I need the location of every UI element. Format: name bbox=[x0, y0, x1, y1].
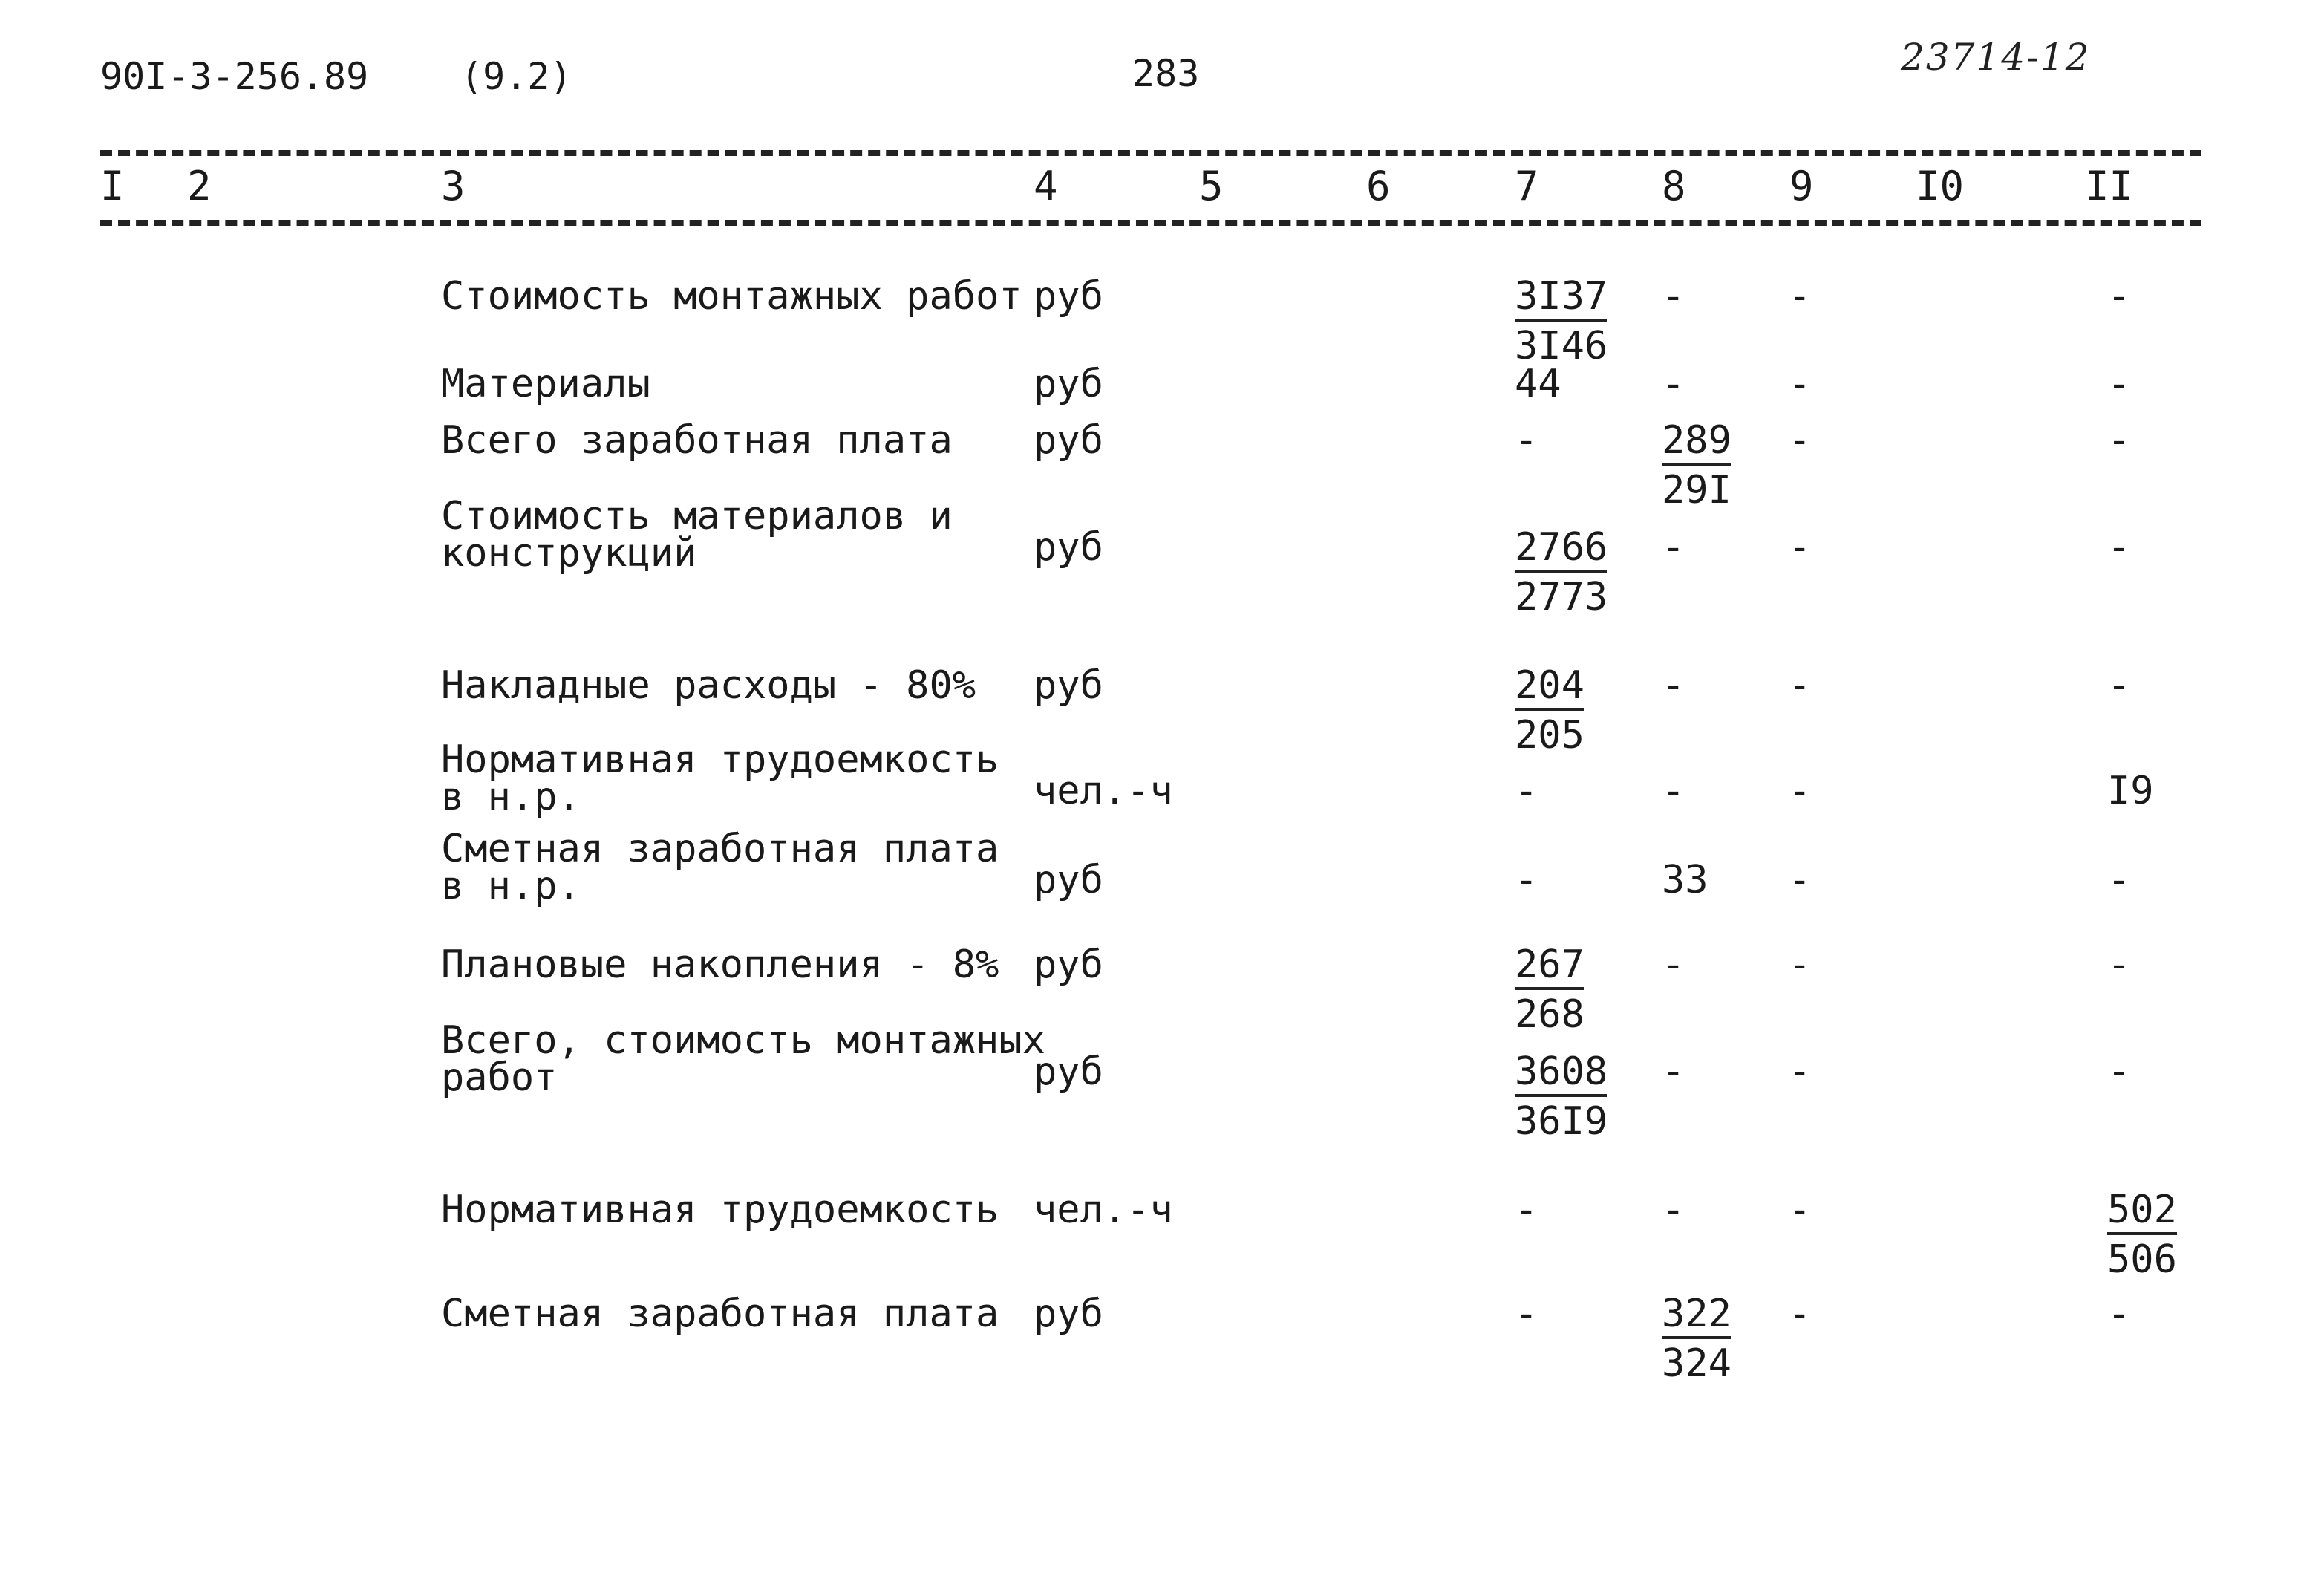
col-9-value: - bbox=[1788, 362, 1812, 406]
row-label-line: Накладные расходы - 80% bbox=[441, 663, 976, 708]
row-label-line: Стоимость материалов и bbox=[441, 494, 953, 538]
row-unit: чел.-ч bbox=[1034, 769, 1173, 813]
row-label bbox=[441, 494, 953, 576]
column-number-3: 3 bbox=[441, 163, 466, 209]
row-label-line: Сметная заработная плата bbox=[441, 1292, 999, 1336]
column-number-7: 7 bbox=[1515, 163, 1539, 209]
column-number-8: 8 bbox=[1662, 163, 1686, 209]
col-8-value: - bbox=[1662, 525, 1685, 570]
col-11-value: - bbox=[2107, 942, 2131, 987]
col-8-value: - bbox=[1662, 274, 1685, 319]
row-unit: руб bbox=[1034, 663, 1103, 708]
col-11-numerator: 502 bbox=[2107, 1188, 2177, 1235]
row-label bbox=[441, 1018, 1045, 1100]
section-number: (9.2) bbox=[460, 55, 572, 98]
page-number: 283 bbox=[1132, 52, 1200, 95]
col-8-denominator: 324 bbox=[1662, 1341, 1731, 1386]
col-9-value: - bbox=[1788, 1188, 1812, 1232]
column-number-2: 2 bbox=[187, 163, 212, 209]
col-8-value: 33 bbox=[1662, 858, 1708, 902]
row-label bbox=[441, 362, 650, 406]
col-11-value: - bbox=[2107, 1049, 2131, 1094]
row-label-line: Стоимость монтажных работ bbox=[441, 274, 1022, 319]
row-label-line: Всего заработная плата bbox=[441, 418, 953, 463]
row-label-line: работ bbox=[441, 1055, 558, 1100]
row-label-line: Сметная заработная плата bbox=[441, 827, 999, 871]
column-number-1: I bbox=[100, 163, 125, 209]
col-7-denominator: 2773 bbox=[1515, 575, 1608, 619]
column-number-5: 5 bbox=[1199, 163, 1224, 209]
row-label-line: Плановые накопления - 8% bbox=[441, 942, 999, 987]
row-label bbox=[441, 418, 953, 463]
col-7-numerator: 267 bbox=[1515, 942, 1584, 990]
col-7-denominator: 268 bbox=[1515, 992, 1584, 1037]
header-bottom-rule bbox=[100, 220, 2201, 226]
col-11-value: - bbox=[2107, 525, 2131, 570]
col-7-value: 44 bbox=[1515, 362, 1561, 406]
col-8-value: - bbox=[1662, 362, 1685, 406]
row-unit: руб bbox=[1034, 362, 1103, 406]
col-8-value: - bbox=[1662, 663, 1685, 708]
row-label bbox=[441, 942, 999, 987]
col-7-numerator: 3I37 bbox=[1515, 274, 1607, 322]
col-7-fraction bbox=[1515, 272, 1607, 371]
col-9-value: - bbox=[1788, 525, 1812, 570]
row-label bbox=[441, 1188, 999, 1232]
column-number-4: 4 bbox=[1034, 163, 1058, 209]
col-11-value: - bbox=[2107, 858, 2131, 902]
row-unit: руб bbox=[1034, 274, 1103, 319]
col-7-fraction bbox=[1515, 940, 1584, 1039]
column-number-9: 9 bbox=[1789, 163, 1814, 209]
col-8-value: - bbox=[1662, 1188, 1685, 1232]
col-11-fraction bbox=[2107, 1185, 2177, 1284]
row-label bbox=[441, 274, 1022, 319]
row-unit: руб bbox=[1034, 858, 1103, 902]
col-11-denominator: 506 bbox=[2107, 1237, 2177, 1282]
column-number-10: I0 bbox=[1916, 163, 1965, 209]
col-7-numerator: 3608 bbox=[1515, 1049, 1607, 1097]
header-top-rule bbox=[100, 150, 2201, 156]
row-unit: руб bbox=[1034, 525, 1103, 570]
row-label-line: Нормативная трудоемкость bbox=[441, 1188, 999, 1232]
col-9-value: - bbox=[1788, 418, 1812, 463]
col-7-value: - bbox=[1515, 858, 1538, 902]
column-number-6: 6 bbox=[1366, 163, 1391, 209]
col-9-value: - bbox=[1788, 942, 1812, 987]
row-unit: руб bbox=[1034, 942, 1103, 987]
col-8-fraction bbox=[1662, 1289, 1731, 1388]
row-unit: чел.-ч bbox=[1034, 1188, 1173, 1232]
col-11-value: - bbox=[2107, 1292, 2131, 1336]
col-9-value: - bbox=[1788, 1292, 1812, 1336]
row-label bbox=[441, 1292, 999, 1336]
handwritten-reference: 23714-12 bbox=[1901, 36, 2091, 79]
col-7-value: - bbox=[1515, 1292, 1538, 1336]
col-9-value: - bbox=[1788, 274, 1812, 319]
col-8-value: - bbox=[1662, 769, 1685, 813]
col-9-value: - bbox=[1788, 1049, 1812, 1094]
col-7-denominator: 3I46 bbox=[1515, 324, 1608, 368]
col-8-fraction bbox=[1662, 416, 1731, 515]
col-7-denominator: 36I9 bbox=[1515, 1099, 1608, 1144]
col-7-fraction bbox=[1515, 523, 1607, 622]
col-8-value: - bbox=[1662, 1049, 1685, 1094]
col-7-value: - bbox=[1515, 418, 1538, 463]
col-8-numerator: 289 bbox=[1662, 418, 1731, 466]
col-7-value: - bbox=[1515, 1188, 1538, 1232]
row-unit: руб bbox=[1034, 1292, 1103, 1336]
col-11-value: I9 bbox=[2107, 769, 2154, 813]
column-number-11: II bbox=[2085, 163, 2134, 209]
col-9-value: - bbox=[1788, 858, 1812, 902]
row-label-line: Нормативная трудоемкость bbox=[441, 738, 999, 782]
row-label-line: Материалы bbox=[441, 362, 650, 406]
col-7-fraction bbox=[1515, 1047, 1607, 1146]
col-7-numerator: 204 bbox=[1515, 663, 1584, 711]
col-8-numerator: 322 bbox=[1662, 1292, 1731, 1339]
col-7-value: - bbox=[1515, 769, 1538, 813]
row-label bbox=[441, 738, 999, 819]
col-7-denominator: 205 bbox=[1515, 713, 1584, 758]
row-label-line: в н.р. bbox=[441, 775, 581, 819]
col-11-value: - bbox=[2107, 362, 2131, 406]
col-9-value: - bbox=[1788, 769, 1812, 813]
col-11-value: - bbox=[2107, 418, 2131, 463]
col-9-value: - bbox=[1788, 663, 1812, 708]
col-7-numerator: 2766 bbox=[1515, 525, 1607, 573]
col-8-denominator: 29I bbox=[1662, 468, 1731, 512]
col-7-fraction bbox=[1515, 661, 1584, 760]
document-code: 90I-3-256.89 bbox=[100, 55, 369, 98]
row-label-line: Всего, стоимость монтажных bbox=[441, 1018, 1045, 1063]
row-unit: руб bbox=[1034, 418, 1103, 463]
col-8-value: - bbox=[1662, 942, 1685, 987]
row-label bbox=[441, 663, 976, 708]
row-unit: руб bbox=[1034, 1049, 1103, 1094]
row-label-line: в н.р. bbox=[441, 864, 581, 908]
col-11-value: - bbox=[2107, 274, 2131, 319]
col-11-value: - bbox=[2107, 663, 2131, 708]
row-label bbox=[441, 827, 999, 908]
row-label-line: конструкций bbox=[441, 531, 697, 576]
